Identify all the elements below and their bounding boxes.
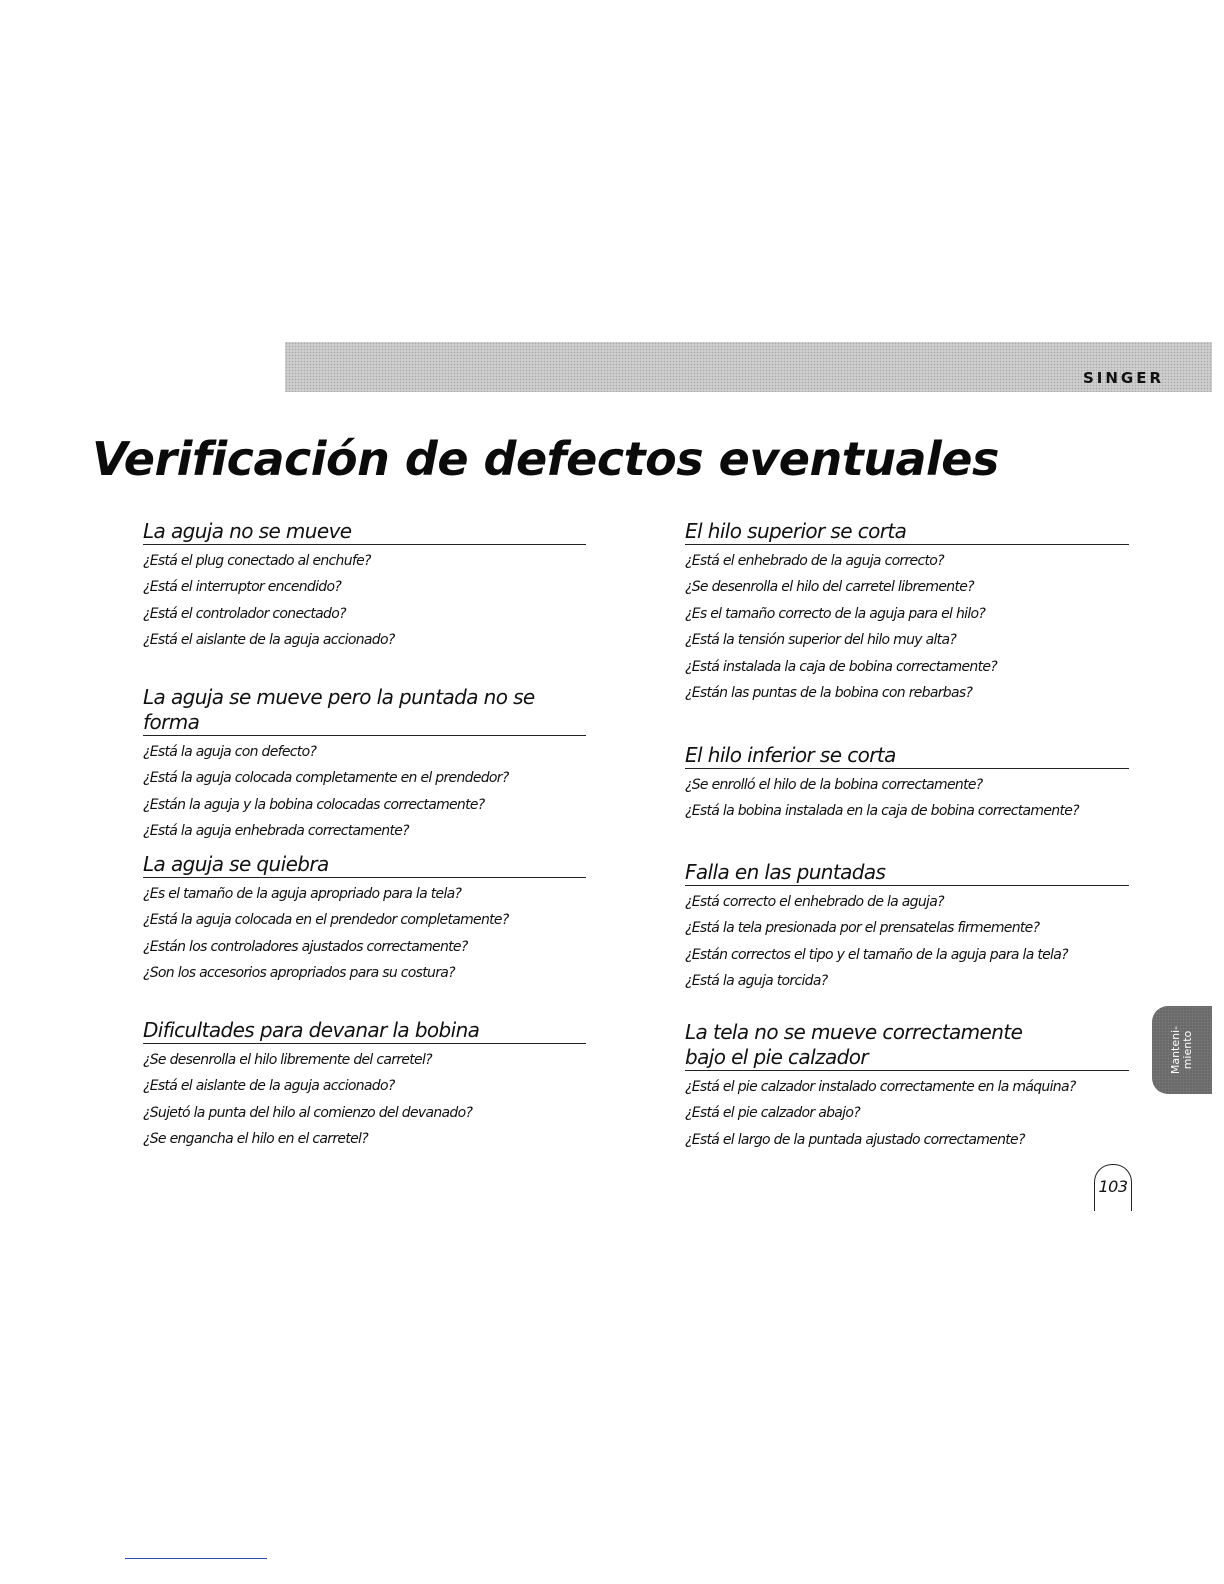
section-title: La aguja se mueve pero la puntada no se forma — [143, 685, 586, 736]
question-item: ¿Está el controlador conectado? — [143, 605, 346, 622]
section-puntada-no-se-forma — [143, 685, 586, 845]
question-item: ¿Está la aguja enhebrada correctamente? — [143, 823, 409, 840]
question-item: ¿Está instalada la caja de bobina correctamente? — [685, 658, 998, 675]
section-title: La aguja se quiebra — [143, 852, 586, 878]
question-list — [685, 1074, 1129, 1153]
question-item: ¿Está la bobina instalada en la caja de bobina correctamente? — [685, 803, 1079, 820]
question-item: ¿Están las puntas de la bobina con rebarbas? — [685, 685, 973, 702]
question-item: ¿Está la aguja torcida? — [685, 973, 828, 990]
section-title: La aguja no se mueve — [143, 519, 586, 545]
side-tab-label-line: miento — [1181, 1030, 1194, 1070]
question-item: ¿Están correctos el tipo y el tamaño de la aguja para la tela? — [685, 946, 1068, 963]
question-list — [143, 881, 586, 987]
question-item: ¿Está el pie calzador instalado correctamente en la máquina? — [685, 1079, 1076, 1095]
question-item: ¿Está el interruptor encendido? — [143, 579, 342, 596]
section-title-line: bajo el pie calzador — [685, 1045, 868, 1069]
question-item: ¿Están los controladores ajustados correctamente? — [143, 938, 468, 955]
question-item: ¿Se engancha el hilo en el carretel? — [143, 1131, 368, 1148]
question-item: ¿Es el tamaño de la aguja apropriado para la tela? — [143, 886, 462, 902]
section-title-line: La tela no se mueve correctamente — [685, 1020, 1023, 1044]
side-tab-label-line: Manteni- — [1169, 1025, 1182, 1075]
question-list — [685, 772, 1129, 825]
question-item: ¿Sujetó la punta del hilo al comienzo del devanado? — [143, 1104, 473, 1121]
section-falla-puntadas — [685, 860, 1129, 995]
section-title: El hilo inferior se corta — [685, 743, 1129, 769]
question-item: ¿Está el enhebrado de la aguja correcto? — [685, 553, 944, 569]
question-item: ¿Son los accesorios apropriados para su costura? — [143, 965, 455, 982]
section-title — [685, 1020, 1129, 1071]
side-tab-label — [1170, 1026, 1194, 1074]
question-list — [685, 548, 1129, 706]
section-aguja-no-se-mueve — [143, 519, 586, 654]
question-item: ¿Se desenrolla el hilo del carretel libremente? — [685, 579, 974, 596]
section-tela-no-se-mueve — [685, 1020, 1129, 1153]
question-item: ¿Está la tensión superior del hilo muy alta? — [685, 632, 957, 649]
question-item: ¿Está el aislante de la aguja accionado? — [143, 632, 395, 649]
question-item: ¿Está la aguja colocada completamente en el prendedor? — [143, 770, 509, 787]
section-title: Dificultades para devanar la bobina — [143, 1018, 586, 1044]
brand-logo: SINGER — [1082, 369, 1164, 387]
question-item: ¿Está el largo de la puntada ajustado correctamente? — [685, 1131, 1025, 1148]
side-tab-mantenimiento — [1152, 1006, 1212, 1094]
section-title: Falla en las puntadas — [685, 860, 1129, 886]
section-hilo-superior — [685, 519, 1129, 706]
question-list — [143, 548, 586, 654]
page-title: Verificación de defectos eventuales — [92, 432, 999, 486]
section-devanar-bobina — [143, 1018, 586, 1153]
section-hilo-inferior — [685, 743, 1129, 825]
question-list — [685, 889, 1129, 995]
section-aguja-se-quiebra — [143, 852, 586, 987]
question-item: ¿Está el aislante de la aguja accionado? — [143, 1078, 395, 1095]
question-item: ¿Está la aguja colocada en el prendedor completamente? — [143, 912, 509, 929]
page-number-box — [1094, 1164, 1132, 1211]
section-title: El hilo superior se corta — [685, 519, 1129, 545]
question-item: ¿Está la tela presionada por el prensatelas firmemente? — [685, 920, 1040, 937]
question-list — [143, 739, 586, 845]
footer-rule — [125, 1558, 267, 1559]
header-band — [285, 342, 1212, 392]
question-item: ¿Se enrolló el hilo de la bobina correctamente? — [685, 777, 983, 793]
question-item: ¿Está correcto el enhebrado de la aguja? — [685, 894, 944, 910]
question-item: ¿Es el tamaño correcto de la aguja para el hilo? — [685, 605, 986, 622]
question-item: ¿Está el pie calzador abajo? — [685, 1105, 860, 1122]
question-item: ¿Se desenrolla el hilo libremente del carretel? — [143, 1052, 432, 1068]
question-item: ¿Está la aguja con defecto? — [143, 744, 317, 760]
question-item: ¿Están la aguja y la bobina colocadas correctamente? — [143, 796, 485, 813]
question-list — [143, 1047, 586, 1153]
page-number: 103 — [1098, 1177, 1128, 1196]
question-item: ¿Está el plug conectado al enchufe? — [143, 553, 371, 569]
